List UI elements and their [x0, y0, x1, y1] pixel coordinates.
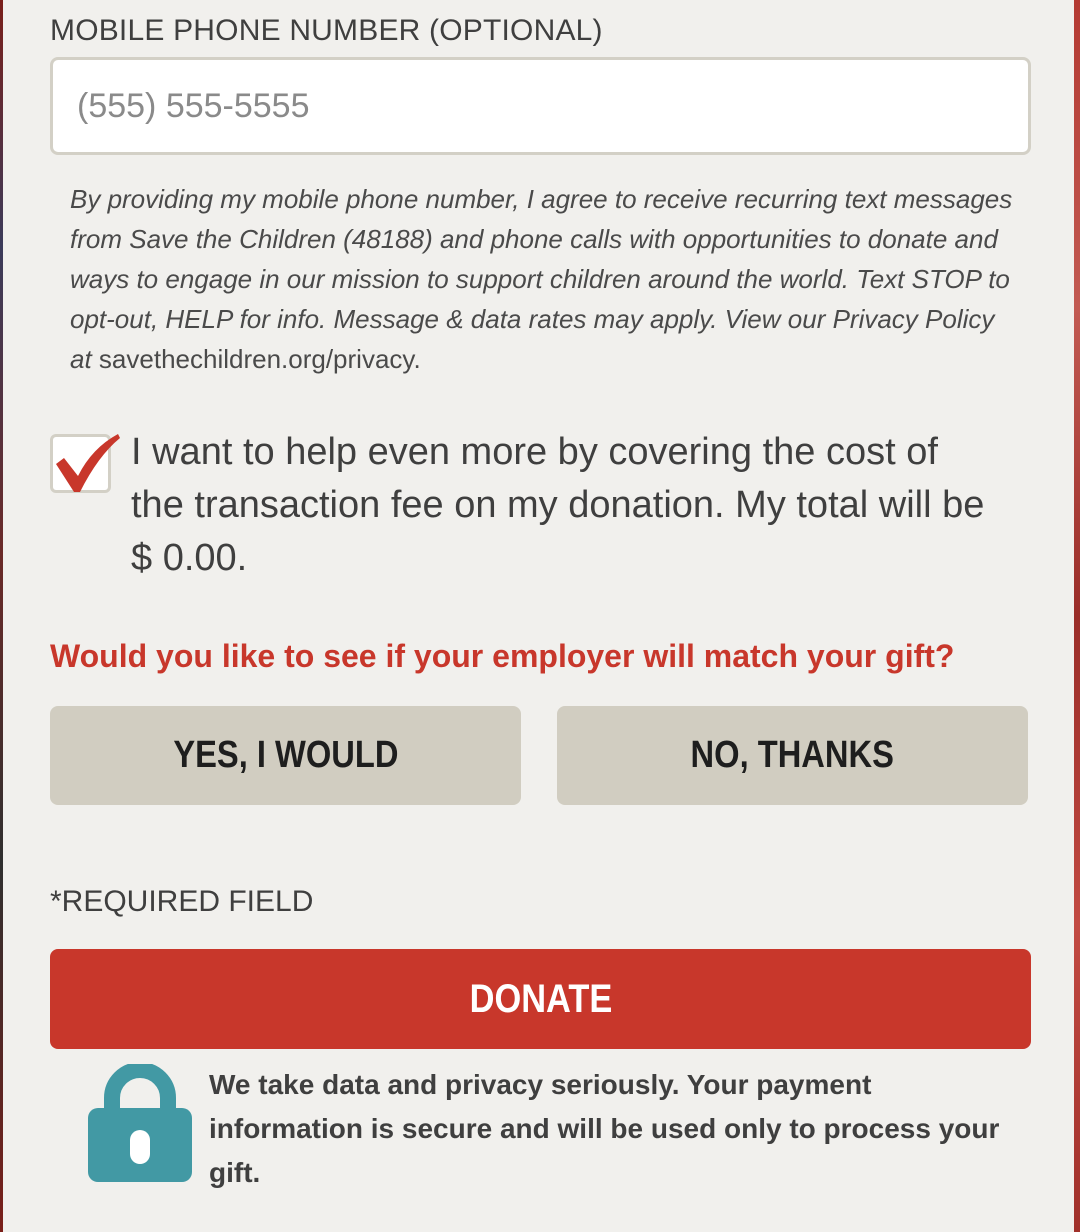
disclaimer-text: By providing my mobile phone number, I agree to receive recurring text messages from Save the Children (48188) and phone calls with opportunities to donate and ways to engage in our mission to support children around the world. Text STOP to opt-out, HELP for info. Message & data rates may apply. View our Privacy Policy at [70, 184, 1013, 374]
checkmark-icon [52, 428, 122, 498]
required-field-note: *REQUIRED FIELD [50, 885, 314, 918]
left-edge-strip [0, 0, 3, 1232]
lock-icon [88, 1064, 192, 1182]
no-thanks-label: NO, THANKS [690, 734, 895, 776]
donate-label: DONATE [469, 976, 612, 1021]
privacy-statement: We take data and privacy seriously. Your payment information is secure and will be used only to process your gift. [209, 1069, 1000, 1188]
donate-button[interactable] [50, 949, 1031, 1049]
yes-match-button[interactable] [50, 706, 521, 805]
phone-input[interactable] [50, 57, 1031, 155]
right-edge-strip [1074, 0, 1080, 1232]
phone-field-label: MOBILE PHONE NUMBER (OPTIONAL) [50, 14, 603, 47]
no-thanks-button[interactable] [557, 706, 1028, 805]
yes-match-label: YES, I WOULD [172, 734, 399, 776]
sms-disclaimer [70, 179, 1020, 379]
employer-match-question: Would you like to see if your employer will match your gift? [50, 638, 955, 674]
privacy-policy-link[interactable]: savethechildren.org/privacy. [98, 344, 421, 374]
transaction-fee-label: I want to help even more by covering the cost of the transaction fee on my donation. My total will be $ 0.00. [131, 431, 985, 579]
